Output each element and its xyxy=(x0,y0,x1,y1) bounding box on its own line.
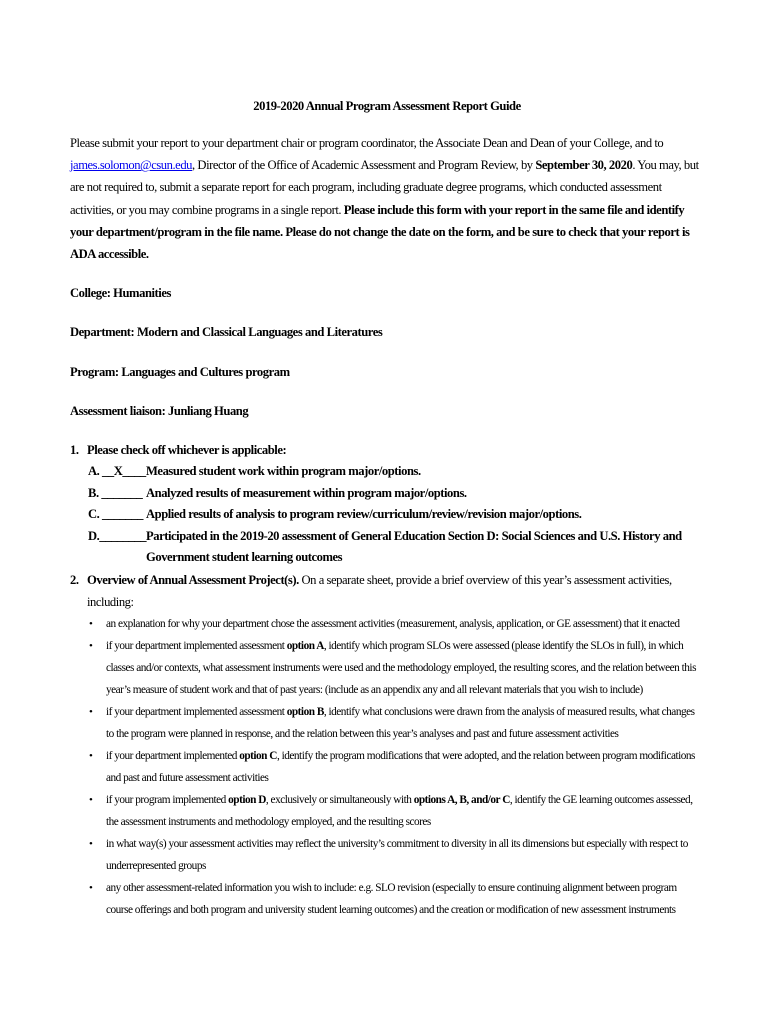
list-item xyxy=(70,745,704,789)
option-b-letter: B. xyxy=(88,485,99,500)
program-field: Program: Languages and Cultures program xyxy=(70,364,290,379)
assessment-bullet-list xyxy=(70,613,704,921)
intro-text-2: , Director of the Office of Academic Assessment and Program Review, by xyxy=(192,158,536,173)
bullet-text: in what way(s) your assessment activities may reflect the university’s commitment to diversity in all its dimensions but especially with respect to underrepresented groups xyxy=(106,838,688,873)
list-item xyxy=(70,635,704,701)
bullet-icon: • xyxy=(89,838,93,851)
option-a[interactable] xyxy=(70,461,704,483)
intro-text-3: . You may, but are not required to, submit a separate report for each program, including graduate degree programs, which conducted assessment activities, or you may combine programs in a single report. xyxy=(70,158,699,217)
email-link[interactable]: james.solomon@csun.edu xyxy=(70,158,193,173)
bullet-icon: • xyxy=(89,882,93,895)
bullet-text: , identify the GE learning outcomes assessed, the assessment instruments and methodology employed, and the resulting scores xyxy=(106,794,693,829)
bullet-text: any other assessment-related information you wish to include: e.g. SLO revision (especially to ensure continuing alignment between program course offerings and both program and university student learning outcomes) and the creation or modification of new assessment instruments xyxy=(106,882,677,917)
list-item xyxy=(70,701,704,745)
option-a-letter: A. xyxy=(88,464,100,479)
page-title: 2019-2020 Annual Program Assessment Report Guide xyxy=(253,99,521,113)
bullet-option-label: option B xyxy=(286,706,324,719)
bullet-icon: • xyxy=(89,794,93,807)
option-d-letter: D. xyxy=(88,528,100,543)
bullet-option-label: option A xyxy=(286,640,324,653)
intro-instructions: Please include this form with your report in the same file and identify your department/program in the file name. Please do not change the date on the form, and be sure to check that your report is ADA accessible. xyxy=(70,202,690,262)
bullet-text: if your program implemented xyxy=(106,794,229,807)
option-b[interactable] xyxy=(70,483,704,505)
list-item xyxy=(70,789,704,833)
question-2-heading: Overview of Annual Assessment Project(s). xyxy=(87,572,299,587)
deadline-date: September 30, 2020 xyxy=(535,158,633,173)
option-b-text: Analyzed results of measurement within program major/options. xyxy=(146,485,467,500)
bullet-option-label: option D xyxy=(228,794,266,807)
list-item xyxy=(70,613,704,635)
bullet-text: , exclusively or simultaneously with xyxy=(265,794,414,807)
option-a-mark[interactable]: __X____ xyxy=(102,464,146,479)
question-1-number: 1. xyxy=(70,443,79,458)
option-c-mark[interactable]: _______ xyxy=(102,507,143,522)
option-b-mark[interactable]: _______ xyxy=(101,485,143,500)
intro-text-1: Please submit your report to your department chair or program coordinator, the Associate Dean and Dean of your College, and to xyxy=(70,136,664,150)
option-d[interactable] xyxy=(70,526,704,569)
college-field: College: Humanities xyxy=(70,286,171,301)
bullet-option-label: option C xyxy=(239,750,277,763)
question-1-text: Please check off whichever is applicable: xyxy=(87,443,287,458)
bullet-text: if your department implemented xyxy=(106,750,240,763)
option-d-mark[interactable]: ________ xyxy=(99,528,147,543)
bullet-icon: • xyxy=(89,618,93,631)
liaison-field: Assessment liaison: Junliang Huang xyxy=(70,403,249,418)
option-c[interactable] xyxy=(70,504,704,526)
bullet-text: if your department implemented assessment xyxy=(106,640,287,653)
option-c-letter: C. xyxy=(88,507,100,522)
bullet-icon: • xyxy=(89,750,93,763)
department-field: Department: Modern and Classical Languages and Literatures xyxy=(70,325,383,340)
bullet-option-label: options A, B, and/or C xyxy=(413,794,510,807)
question-2-number: 2. xyxy=(70,572,79,587)
document-page xyxy=(70,96,704,921)
bullet-text: if your department implemented assessment xyxy=(106,706,287,719)
intro-paragraph xyxy=(70,132,704,265)
option-c-text: Applied results of analysis to program review/curriculum/review/revision major/options. xyxy=(146,507,582,522)
bullet-text: , identify which program SLOs were assessed (please identify the SLOs in full), in which classes and/or contexts, what assessment instruments were used and the methodology employed, the resulting scores, and the relation between this year’s measure of student work and that of past years: (include as an appendix any and all relevant materials that you wish to include) xyxy=(106,640,696,697)
question-1 xyxy=(70,439,704,569)
bullet-text: , identify what conclusions were drawn from the analysis of measured results, what changes to the program were planned in response, and the relation between this year’s analyses and past and future assessment activities xyxy=(106,706,695,741)
question-2-text: On a separate sheet, provide a brief overview of this year’s assessment activities, including: xyxy=(87,572,672,609)
bullet-icon: • xyxy=(89,640,93,653)
list-item xyxy=(70,833,704,877)
option-a-text: Measured student work within program major/options. xyxy=(146,464,421,479)
bullet-text: , identify the program modifications that were adopted, and the relation between program modifications and past and future assessment activities xyxy=(106,750,695,785)
bullet-text: an explanation for why your department chose the assessment activities (measurement, analysis, application, or GE assessment) that it enacted xyxy=(106,618,680,631)
option-d-text: Participated in the 2019-20 assessment of General Education Section D: Social Sciences and U.S. History and Government student learning outcomes xyxy=(146,528,682,565)
list-item xyxy=(70,877,704,921)
bullet-icon: • xyxy=(89,706,93,719)
question-2 xyxy=(70,569,704,921)
